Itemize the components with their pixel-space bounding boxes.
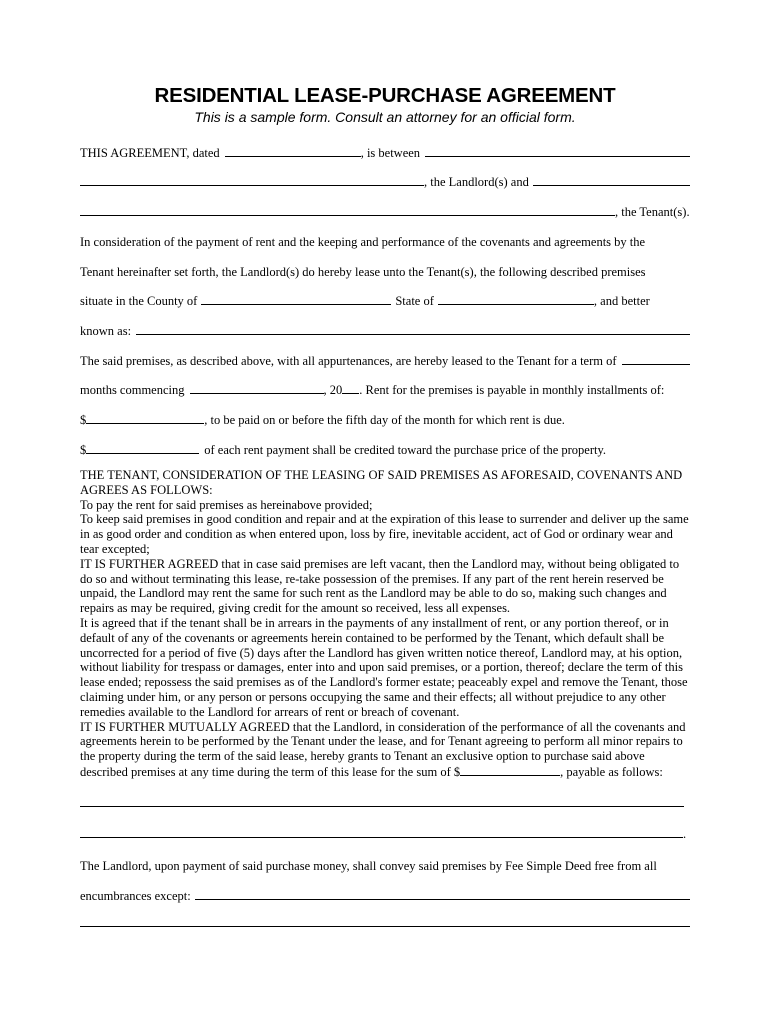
payment-terms-field-2[interactable] bbox=[80, 837, 683, 838]
monthly-rent-field[interactable] bbox=[86, 423, 204, 424]
agreement-date-line bbox=[80, 141, 690, 159]
clause-vacant-premises: IT IS FURTHER AGREED that in case said premises are left vacant, then the Landlord may, without being obligated to do so and without terminating this lease, re-take possession of the premises. If any part of the rent herein reserved be unpaid, the Landlord may rent the same for such rent as the Landlord may be able to do so, making such changes and repairs as may be required, giving credit for the amount so received, less all expenses. bbox=[80, 556, 680, 616]
purchase-price-field[interactable] bbox=[460, 764, 560, 776]
known-as-line bbox=[80, 319, 690, 337]
payable-as-follows-label: , payable as follows: bbox=[560, 764, 663, 779]
payment-terms-line-2 bbox=[80, 822, 690, 840]
encumbrances-label: encumbrances except: bbox=[80, 888, 191, 903]
covenant-maintain-premises: To keep said premises in good condition and repair and at the expiration of this lease to surrender and deliver up the same in as good order and condition as when entered upon, loss by fire, inevitable accident, act of God or ordinary wear and tear excepted; bbox=[80, 512, 689, 556]
encumbrances-field[interactable] bbox=[195, 899, 690, 900]
year-prefix-label: , 20 bbox=[323, 382, 343, 397]
covenants-heading: THE TENANT, CONSIDERATION OF THE LEASING OF SAID PREMISES AS AFORESAID, COVENANTS AND AGREES AS FOLLOWS: bbox=[80, 468, 683, 497]
rent-payable-label: . Rent for the premises is payable in monthly installments of: bbox=[359, 382, 665, 397]
landlord-label: , the Landlord(s) and bbox=[424, 174, 529, 189]
covenant-pay-rent: To pay the rent for said premises as hereinabove provided; bbox=[80, 497, 373, 512]
lease-term-label: The said premises, as described above, with all appurtenances, are hereby leased to the Tenant for a term of bbox=[80, 353, 617, 368]
landlord-name-field[interactable] bbox=[80, 185, 424, 186]
monthly-rent-line bbox=[80, 408, 690, 426]
rent-credit-field[interactable] bbox=[86, 453, 199, 454]
rent-credit-line bbox=[80, 438, 690, 456]
conveyance-line: The Landlord, upon payment of said purchase money, shall convey said premises by Fee Simple Deed free from all bbox=[80, 858, 657, 873]
known-as-label: known as: bbox=[80, 323, 132, 338]
tenant-name-field-start[interactable] bbox=[533, 185, 690, 186]
between-label: , is between bbox=[360, 145, 421, 160]
commencing-line bbox=[80, 378, 690, 396]
clause-purchase-option bbox=[80, 720, 692, 780]
payment-terms-field-1[interactable] bbox=[80, 806, 684, 807]
rent-credit-label: of each rent payment shall be credited toward the purchase price of the property. bbox=[204, 442, 607, 457]
credit-dollar-sign: $ bbox=[80, 442, 87, 457]
tenant-label: , the Tenant(s). bbox=[615, 204, 690, 219]
commencement-year-field[interactable] bbox=[342, 393, 359, 394]
commencement-date-field[interactable] bbox=[190, 393, 324, 394]
months-commencing-label: months commencing bbox=[80, 382, 185, 397]
payment-terms-period: . bbox=[683, 826, 687, 841]
county-field[interactable] bbox=[201, 304, 391, 305]
agreement-date-field[interactable] bbox=[225, 156, 361, 157]
clause-arrears-default: It is agreed that if the tenant shall be in arrears in the payments of any installment of rent, or any portion thereof, or in default of any of the covenants or agreements herein contained to be performed by the Tenant, which default shall be uncorrected for a period of five (5) days after the Landlord has given written notice thereof, Landlord may, at his option, without liability for trespass or damages, enter into and upon said premises, or a portion, thereof; declare the term of this lease ended; repossess the said premises as of the Landlord's former estate; peaceably expel and remove the Tenant, those claiming under him, or any person or persons occupying the same and their effects; all without prejudice to any other remedies available to the Landlord for arrears of rent or breach of covenant. bbox=[80, 615, 688, 719]
property-address-field[interactable] bbox=[136, 334, 690, 335]
rent-due-label: , to be paid on or before the fifth day of the month for which rent is due. bbox=[204, 412, 565, 427]
rent-dollar-sign: $ bbox=[80, 412, 87, 427]
lease-term-line bbox=[80, 349, 690, 367]
encumbrances-field-2[interactable] bbox=[80, 926, 690, 927]
document-title: RESIDENTIAL LEASE-PURCHASE AGREEMENT bbox=[154, 84, 616, 107]
consideration-line-1: In consideration of the payment of rent and the keeping and performance of the covenants and agreements by the bbox=[80, 234, 646, 249]
state-label: State of bbox=[395, 293, 434, 308]
covenants-section bbox=[80, 468, 692, 780]
agreement-dated-label: THIS AGREEMENT, dated bbox=[80, 145, 220, 160]
party-one-field[interactable] bbox=[425, 156, 690, 157]
document-subtitle: This is a sample form. Consult an attorney for an official form. bbox=[194, 109, 576, 125]
state-field[interactable] bbox=[438, 304, 594, 305]
better-known-label: , and better bbox=[593, 293, 650, 308]
lease-term-field[interactable] bbox=[622, 364, 690, 365]
tenant-name-field[interactable] bbox=[80, 215, 615, 216]
county-label: situate in the County of bbox=[80, 293, 198, 308]
encumbrances-line bbox=[80, 884, 690, 902]
consideration-line-2: Tenant hereinafter set forth, the Landlord(s) do hereby lease unto the Tenant(s), the following described premises bbox=[80, 264, 646, 279]
purchase-option-text: IT IS FURTHER MUTUALLY AGREED that the Landlord, in consideration of the performance of all the covenants and agreements herein to be performed by the Tenant under the lease, and for Tenant agreeing to perform all minor repairs to the property during the term of the said lease, hereby grants to Tenant an exclusive option to purchase said above described premises at any time during the term of this lease for the sum of $ bbox=[80, 719, 686, 779]
landlord-line bbox=[80, 170, 690, 188]
tenant-line bbox=[80, 200, 690, 218]
county-state-line bbox=[80, 289, 690, 307]
